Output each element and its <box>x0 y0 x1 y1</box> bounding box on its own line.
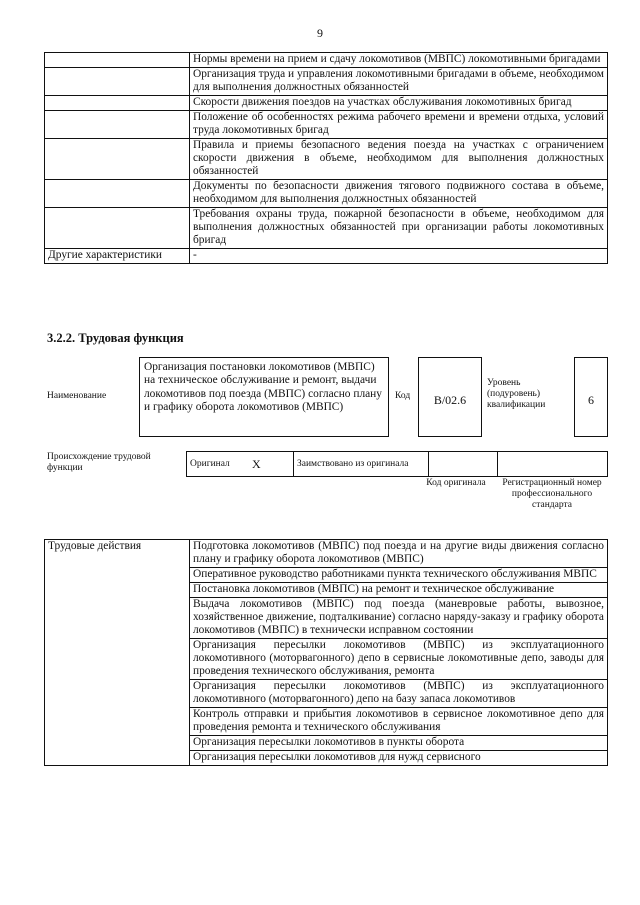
requirement-item: Организация труда и управления локомотивными бригадами в объеме, необходимом для выполнения должностных обязанностей <box>190 68 608 96</box>
table-row <box>45 180 608 208</box>
table-row <box>45 96 608 111</box>
requirements-label-cell <box>45 111 190 139</box>
action-item: Организация пересылки локомотивов в пункты оборота <box>190 736 608 751</box>
requirements-label-cell <box>45 68 190 96</box>
requirement-item: Нормы времени на прием и сдачу локомотивов (МВПС) локомотивными бригадами <box>190 53 608 68</box>
function-name-box: Организация постановки локомотивов (МВПС) на техническое обслуживание и ремонт, выдачи локомотивов под поезда (МВПС) согласно плану и графику оборота локомотивов (МВПС) <box>139 357 389 437</box>
action-item: Подготовка локомотивов (МВПС) под поезда и на другие виды движения согласно плану и графику оборота локомотивов (МВПС) <box>190 540 608 568</box>
table-row <box>45 139 608 180</box>
action-item: Контроль отправки и прибытия локомотивов в сервисное локомотивное депо для проведения ремонта и технического обслуживания <box>190 708 608 736</box>
action-item: Организация пересылки локомотивов для нужд сервисного <box>190 751 608 766</box>
requirements-table <box>44 52 608 264</box>
requirement-item: Положение об особенностях режима рабочего времени и времени отдыха, условий труда локомотивных бригад <box>190 111 608 139</box>
table-row <box>45 53 608 68</box>
requirement-item: Правила и приемы безопасного ведения поезда на участках с ограничением скорости движения в объеме, необходимом для выполнения должностных обязанностей <box>190 139 608 180</box>
actions-table <box>44 539 608 766</box>
other-characteristics-value: - <box>190 249 608 264</box>
registration-number-cell <box>498 452 608 477</box>
action-item: Организация пересылки локомотивов (МВПС) из эксплуатационного локомотивного (моторвагонного) депо на базу запаса локомотивов <box>190 680 608 708</box>
code-caption: Код оригинала <box>426 478 486 488</box>
origin-table <box>186 451 608 477</box>
requirements-label-cell <box>45 139 190 180</box>
qualification-level-label: Уровень (подуровень) квалификации <box>487 378 546 410</box>
actions-label: Трудовые действия <box>45 540 190 766</box>
borrowed-label: Заимствовано из оригинала <box>294 452 429 477</box>
table-row <box>45 540 608 568</box>
registration-caption: Регистрационный номер профессионального стандарта <box>502 478 602 510</box>
requirement-item: Документы по безопасности движения тягового подвижного состава в объеме, необходимом для выполнения должностных обязанностей <box>190 180 608 208</box>
original-mark: X <box>249 452 294 477</box>
requirements-label-cell <box>45 96 190 111</box>
requirement-item: Скорости движения поездов на участках обслуживания локомотивных бригад <box>190 96 608 111</box>
table-row <box>45 111 608 139</box>
table-row <box>45 249 608 264</box>
name-label: Наименование <box>47 391 107 401</box>
other-characteristics-label: Другие характеристики <box>45 249 190 264</box>
original-label: Оригинал <box>187 452 250 477</box>
table-row <box>45 68 608 96</box>
original-code-cell <box>429 452 498 477</box>
action-item: Организация пересылки локомотивов (МВПС) из эксплуатационного локомотивного (моторвагонного) депо в сервисные локомотивные депо, заводы для проведения технического обслуживания, ремонта <box>190 639 608 680</box>
function-code-box: В/02.6 <box>418 357 482 437</box>
section-title: 3.2.2. Трудовая функция <box>47 331 184 345</box>
action-item: Оперативное руководство работниками пункта технического обслуживания МВПС <box>190 568 608 583</box>
page-number: 9 <box>317 26 323 40</box>
origin-label: Происхождение трудовой функции <box>47 452 151 473</box>
requirements-label-cell <box>45 53 190 68</box>
requirements-label-cell <box>45 208 190 249</box>
action-item: Постановка локомотивов (МВПС) на ремонт и техническое обслуживание <box>190 583 608 598</box>
table-row <box>187 452 608 477</box>
qualification-level-box: 6 <box>574 357 608 437</box>
requirement-item: Требования охраны труда, пожарной безопасности в объеме, необходимом для выполнения должностных обязанностей при организации работы локомотивных бригад <box>190 208 608 249</box>
table-row <box>45 208 608 249</box>
requirements-label-cell <box>45 180 190 208</box>
action-item: Выдача локомотивов (МВПС) под поезда (маневровые работы, вывозное, хозяйственное движение, подталкивание) согласно наряду-заказу и графику оборота локомотивов (МВПС) в технически исправном состоянии <box>190 598 608 639</box>
code-label: Код <box>395 391 411 401</box>
